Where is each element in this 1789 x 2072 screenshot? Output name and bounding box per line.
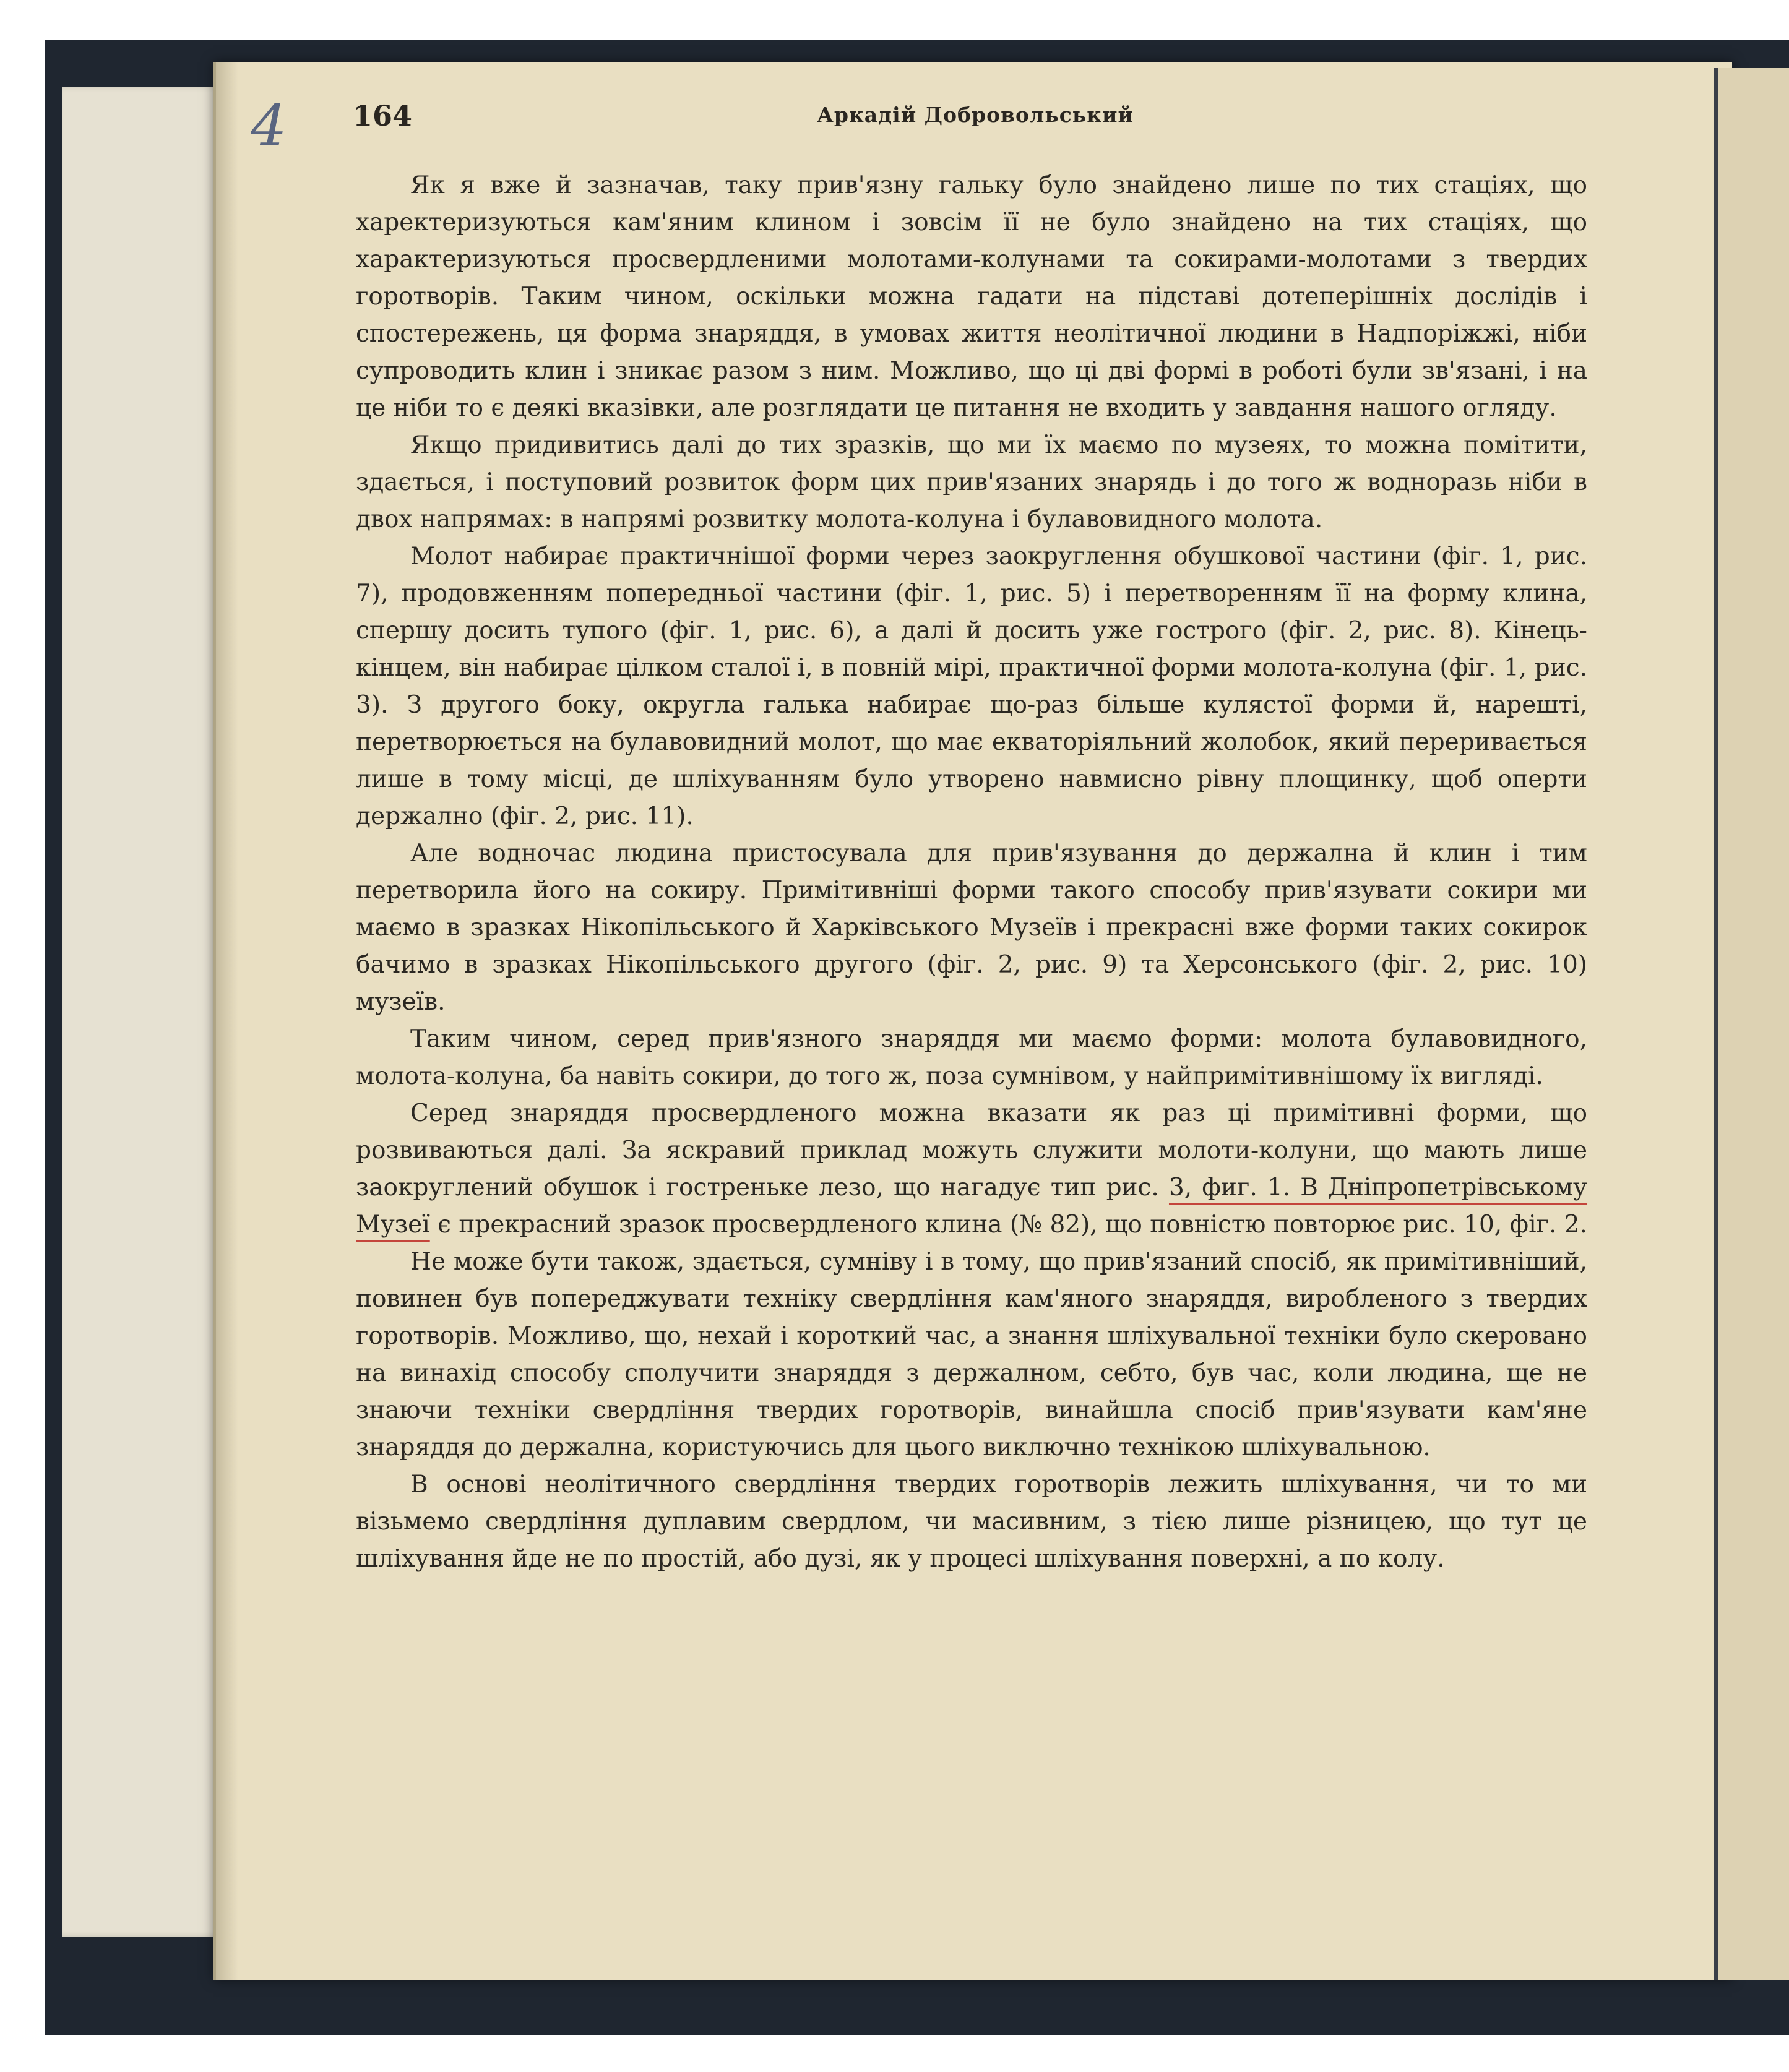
paragraph-text: Серед знаряддя просвердленого можна вказати як раз ці примітивні форми, що розвиваються далі. За яскравий приклад можуть служити молоти-колуни, що мають лише заокруглений обушок і гостреньке лезо, що нагадує тип рис. — [356, 1099, 1587, 1202]
paragraph: Якщо придивитись далі до тих зразків, що ми їх маємо по музеях, то можна помітити, здається, і поступовий розвиток форм цих прив'язаних знарядь і до того ж водноразь ніби в двох напрямах: в напрямі розвитку молота-колуна і булавовидного молота. — [356, 431, 1587, 533]
paragraph: Не може бути також, здається, сумніву і в тому, що прив'язаний спосіб, як примітивніший, повинен був попереджувати техніку свердління кам'яного знаряддя, виробленого з твердих горотворів. Можливо, що, нехай і короткий час, а знання шліхувальної техніки було скеровано на винахід способу сполучити знаряддя з держалном, себто, був час, коли людина, ще не знаючи техніки свердління твердих горотворів, винайшла спосіб прив'язувати кам'яне знаряддя до держална, користуючись для цього виключно технікою шліхувальною. — [356, 1248, 1587, 1461]
running-head-author: Аркадій Добровольський — [817, 103, 1134, 127]
paragraph: Як я вже й зазначав, таку прив'язну гальку було знайдено лише по тих стаціях, що харектеризуються кам'яним клином і зовсім її не було знайдено на тих стаціях, що характеризуються просвердленими молотами-колунами та сокирами-молотами з твердих горотворів. Таким чином, оскільки можна гадати на підставі дотеперішніх дослідів і спостережень, ця форма знаряддя, в умовах життя неолітичної людини в Надпоріжжі, ніби супроводить клин і зникає разом з ним. Можливо, що ці дві формі в роботі були зв'язані, і на це ніби то є деякі вказівки, але розглядати це питання не входить у завдання нашого огляду. — [356, 171, 1587, 422]
page-number: 164 — [353, 99, 413, 132]
handwritten-margin-mark: 4 — [251, 93, 287, 159]
paragraph: В основі неолітичного свердління твердих горотворів лежить шліхування, чи то ми візьмемо свердління дуплавим свердлом, чи масивним, з тією лише різницею, що тут це шліхування йде не по простій, або дузі, як у процесі шліхування поверхні, а по колу. — [356, 1471, 1587, 1573]
red-pencil-underline: 3, фиг. 1. В Дніпропетрівському Музеї — [356, 1174, 1588, 1239]
paragraph-with-underline — [356, 1095, 1587, 1244]
gutter-shadow — [213, 62, 238, 1980]
body-text — [356, 167, 1587, 1578]
paragraph-text: є прекрасний зразок просвердленого клина (№ 82), що повністю повторює рис. 10, фіг. 2. — [429, 1211, 1587, 1239]
paragraph: Але водночас людина пристосувала для прив'язування до держална й клин і тим перетворила його на сокиру. Примітивніші форми такого способу прив'язувати сокири ми маємо в зразках Нікопільського й Харківського Музеїв і прекрасні вже форми таких сокирок бачимо в зразках Нікопільського другого (фіг. 2, рис. 9) та Херсонського (фіг. 2, рис. 10) музеїв. — [356, 840, 1587, 1016]
next-page-edge — [1714, 68, 1789, 1980]
running-head — [353, 99, 1590, 136]
paragraph: Молот набирає практичнішої форми через заокруглення обушкової частини (фіг. 1, рис. 7), продовженням попередньої частини (фіг. 1, рис. 5) і перетворенням її на форму клина, спершу досить тупого (фіг. 1, рис. 6), а далі й досить уже гострого (фіг. 2, рис. 8). Кінець-кінцем, він набирає цілком сталої і, в повній мірі, практичної форми молота-колуна (фіг. 1, рис. 3). З другого боку, округла галька набирає що-раз більше кулястої форми й, нарешті, перетворюється на булавовидний молот, що має екваторіяльний жолобок, який переривається лише в тому місці, де шліхуванням було утворено навмисно рівну площинку, щоб оперти держално (фіг. 2, рис. 11). — [356, 543, 1587, 830]
paragraph: Таким чином, серед прив'язного знаряддя ми маємо форми: молота булавовидного, молота-колуна, ба навіть сокири, до того ж, поза сумнівом, у найпримітивнішому їх вигляді. — [356, 1025, 1587, 1090]
